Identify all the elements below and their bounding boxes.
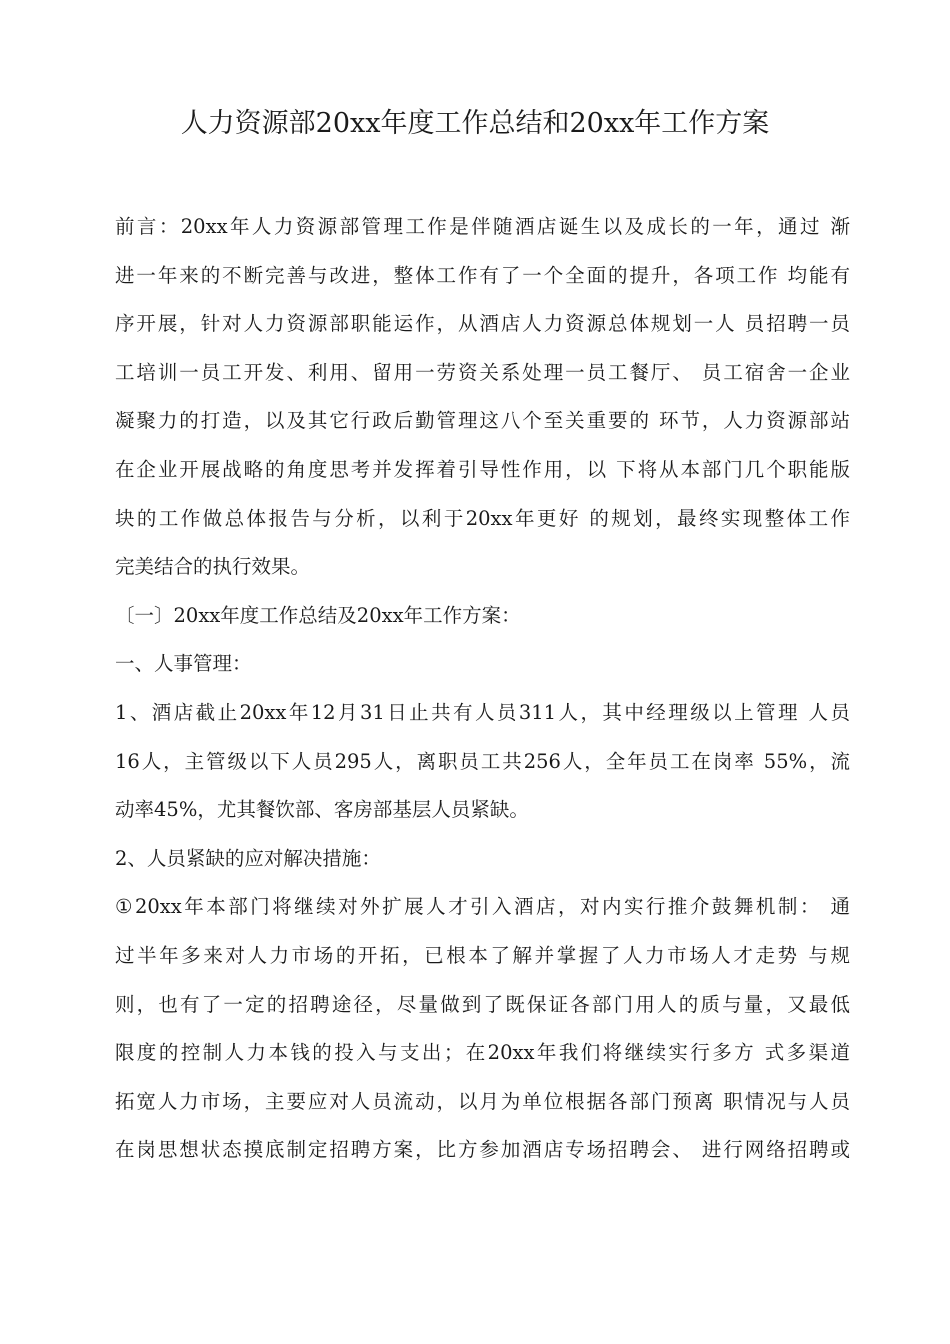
body-line: 16人，主管级以下人员295人，离职员工共256人，全年员工在岗率 55%，流 — [115, 749, 850, 773]
body-line: 过半年多来对人力市场的开拓，已根本了解并掌握了人力市场人才走势 与规 — [115, 943, 850, 967]
body-line: 拓宽人力市场，主要应对人员流动，以月为单位根据各部门预离 职情况与人员 — [115, 1089, 850, 1113]
body-line: ①20xx年本部门将继续对外扩展人才引入酒店，对内实行推介鼓舞机制： 通 — [115, 895, 850, 919]
body-line: 在岗思想状态摸底制定招聘方案，比方参加酒店专场招聘会、 进行网络招聘或 — [115, 1138, 850, 1162]
list-heading: 2、人员紧缺的应对解决措施： — [115, 846, 381, 870]
section-heading: 〔一〕20xx年度工作总结及20xx年工作方案： — [115, 603, 521, 627]
body-line: 工培训一员工开发、利用、留用一劳资关系处理一员工餐厅、 员工宿舍一企业 — [115, 360, 850, 384]
body-line: 限度的控制人力本钱的投入与支出；在20xx年我们将继续实行多方 式多渠道 — [115, 1041, 850, 1065]
body-line: 在企业开展战略的角度思考并发挥着引导性作用，以 下将从本部门几个职能版 — [115, 457, 850, 481]
body-line: 1、酒店截止20xx年12月31日止共有人员311人，其中经理级以上管理 人员 — [115, 700, 850, 724]
subsection-heading: 一、人事管理： — [115, 652, 252, 676]
body-line: 块的工作做总体报告与分析，以利于20xx年更好 的规划，最终实现整体工作 — [115, 506, 850, 530]
document-title: 人力资源部20xx年度工作总结和20xx年工作方案 — [180, 108, 770, 139]
body-line: 完美结合的执行效果。 — [115, 555, 311, 579]
body-line: 进一年来的不断完善与改进，整体工作有了一个全面的提升，各项工作 均能有 — [115, 263, 850, 287]
body-line: 则，也有了一定的招聘途径，尽量做到了既保证各部门用人的质与量，又最低 — [115, 992, 850, 1016]
document-body — [115, 203, 850, 1175]
body-line: 凝聚力的打造，以及其它行政后勤管理这八个至关重要的 环节，人力资源部站 — [115, 409, 850, 433]
body-line: 动率45%，尤其餐饮部、客房部基层人员紧缺。 — [115, 798, 529, 822]
body-line: 前言：20xx年人力资源部管理工作是伴随酒店诞生以及成长的一年，通过 渐 — [115, 215, 850, 238]
body-line: 序开展，针对人力资源部职能运作，从酒店人力资源总体规划一人 员招聘一员 — [115, 312, 850, 336]
